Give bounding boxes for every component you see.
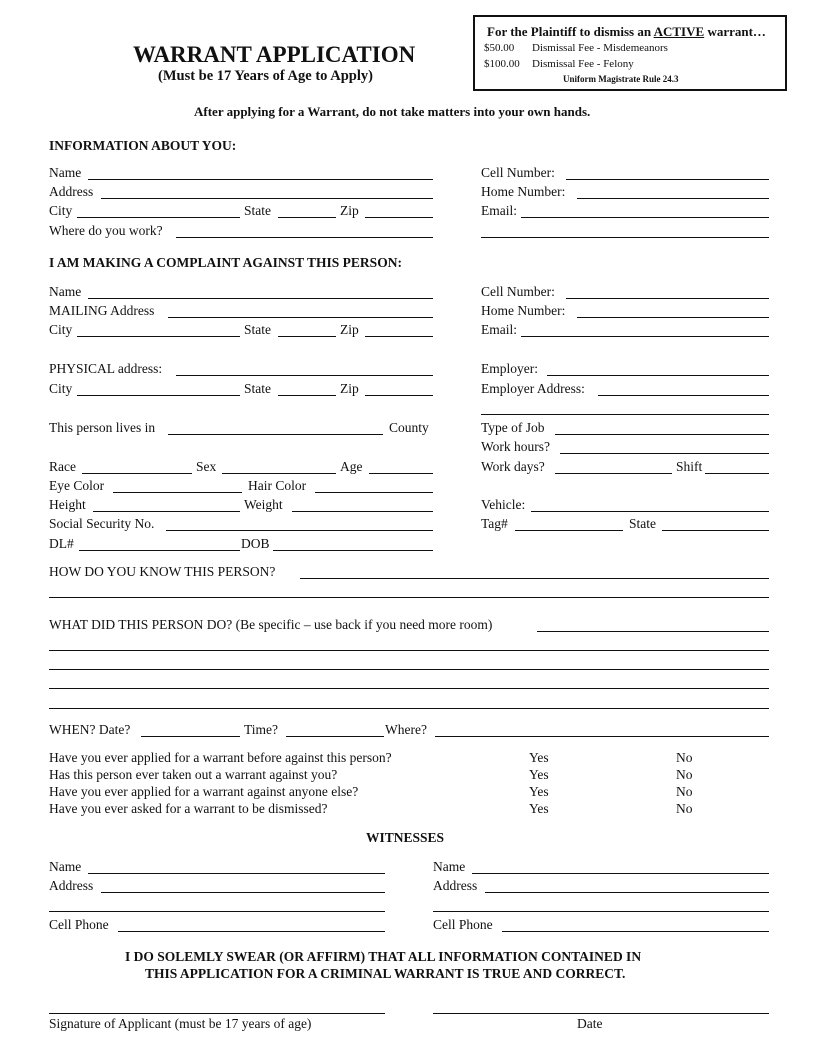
eye-color-field[interactable] xyxy=(113,492,242,493)
question-4: Have you ever asked for a warrant to be dismissed? xyxy=(49,801,328,816)
shift-field[interactable] xyxy=(705,473,769,474)
tag-state-label: State xyxy=(629,516,656,531)
section-heading-complaint: I AM MAKING A COMPLAINT AGAINST THIS PERSON: xyxy=(49,255,402,270)
accused-home-label: Home Number: xyxy=(481,303,566,318)
when-date-field[interactable] xyxy=(141,736,240,737)
witness1-name-field[interactable] xyxy=(88,873,385,874)
fee-rule: Uniform Magistrate Rule 24.3 xyxy=(563,74,679,84)
witness2-name-field[interactable] xyxy=(472,873,769,874)
witness1-cell-label: Cell Phone xyxy=(49,917,109,932)
accused-city-label: City xyxy=(49,322,73,337)
applicant-address-field[interactable] xyxy=(101,198,433,199)
applicant-extra-field[interactable] xyxy=(481,237,769,238)
ssn-label: Social Security No. xyxy=(49,516,155,531)
height-field[interactable] xyxy=(93,511,240,512)
witnesses-heading: WITNESSES xyxy=(366,830,445,845)
height-label: Height xyxy=(49,497,86,512)
page-title: WARRANT APPLICATION xyxy=(133,42,416,67)
accused-cell-label: Cell Number: xyxy=(481,284,555,299)
employer-address-field-2[interactable] xyxy=(481,414,769,415)
fee-box-title: For the Plaintiff to dismiss an ACTIVE warrant… xyxy=(487,24,766,39)
fee-amount-misdemeanor: $50.00 xyxy=(484,42,515,54)
employer-label: Employer: xyxy=(481,361,538,376)
sex-field[interactable] xyxy=(222,473,336,474)
age-field[interactable] xyxy=(369,473,433,474)
question-1: Have you ever applied for a warrant before against this person? xyxy=(49,750,392,765)
dob-label: DOB xyxy=(241,536,270,551)
applicant-work-label: Where do you work? xyxy=(49,223,163,238)
accused-mailing-label: MAILING Address xyxy=(49,303,155,318)
vehicle-label: Vehicle: xyxy=(481,497,526,512)
weight-label: Weight xyxy=(244,497,283,512)
witness1-name-label: Name xyxy=(49,859,82,874)
type-of-job-field[interactable] xyxy=(555,434,769,435)
employer-address-field[interactable] xyxy=(598,395,769,396)
accused-mailing-field[interactable] xyxy=(168,317,433,318)
question-3-yes[interactable]: Yes xyxy=(529,784,549,799)
applicant-cell-label: Cell Number: xyxy=(481,165,555,180)
signature-label: Signature of Applicant (must be 17 years of age) xyxy=(49,1016,312,1031)
question-4-no[interactable]: No xyxy=(676,801,693,816)
section-heading-about-you: INFORMATION ABOUT YOU: xyxy=(49,138,237,153)
witness1-address-field-2[interactable] xyxy=(49,911,385,912)
how-know-field[interactable] xyxy=(300,578,769,579)
applicant-state-field[interactable] xyxy=(278,217,336,218)
applicant-state-label: State xyxy=(244,203,271,218)
applicant-city-field[interactable] xyxy=(77,217,240,218)
hair-color-label: Hair Color xyxy=(248,478,307,493)
what-did-field-2[interactable] xyxy=(49,650,769,651)
vehicle-field[interactable] xyxy=(531,511,769,512)
physical-address-label: PHYSICAL address: xyxy=(49,361,163,376)
dob-field[interactable] xyxy=(273,550,433,551)
employer-field[interactable] xyxy=(547,375,769,376)
question-1-yes[interactable]: Yes xyxy=(529,750,549,765)
tag-label: Tag# xyxy=(481,516,508,531)
witness2-name-label: Name xyxy=(433,859,466,874)
physical-city-field[interactable] xyxy=(77,395,240,396)
oath-line-2: THIS APPLICATION FOR A CRIMINAL WARRANT IS TRUE AND CORRECT. xyxy=(145,966,626,981)
fee-desc-felony: Dismissal Fee - Felony xyxy=(532,58,634,70)
question-2-yes[interactable]: Yes xyxy=(529,767,549,782)
accused-home-field[interactable] xyxy=(577,317,769,318)
accused-state-label: State xyxy=(244,322,271,337)
date-label: Date xyxy=(577,1016,603,1031)
question-2-no[interactable]: No xyxy=(676,767,693,782)
witness2-address-field[interactable] xyxy=(485,892,769,893)
dl-field[interactable] xyxy=(79,550,240,551)
witness1-cell-field[interactable] xyxy=(118,931,385,932)
what-did-field-3[interactable] xyxy=(49,669,769,670)
signature-field[interactable] xyxy=(49,1013,385,1014)
applicant-email-label: Email: xyxy=(481,203,517,218)
tag-field[interactable] xyxy=(515,530,623,531)
applicant-home-label: Home Number: xyxy=(481,184,566,199)
notice-text: After applying for a Warrant, do not take matters into your own hands. xyxy=(194,104,591,119)
applicant-name-field[interactable] xyxy=(88,179,433,180)
accused-zip-label: Zip xyxy=(340,322,359,337)
accused-city-field[interactable] xyxy=(77,336,240,337)
accused-email-field[interactable] xyxy=(521,336,769,337)
tag-state-field[interactable] xyxy=(662,530,769,531)
physical-zip-field[interactable] xyxy=(365,395,433,396)
eye-color-label: Eye Color xyxy=(49,478,105,493)
lives-in-label: This person lives in xyxy=(49,420,156,435)
where-label: Where? xyxy=(385,722,427,737)
hair-color-field[interactable] xyxy=(315,492,433,493)
shift-label: Shift xyxy=(676,459,703,474)
what-did-label: WHAT DID THIS PERSON DO? (Be specific – use back if you need more room) xyxy=(49,617,493,632)
county-label: County xyxy=(389,420,429,435)
race-label: Race xyxy=(49,459,76,474)
witness2-address-label: Address xyxy=(433,878,478,893)
physical-state-label: State xyxy=(244,381,271,396)
question-4-yes[interactable]: Yes xyxy=(529,801,549,816)
page-subtitle: (Must be 17 Years of Age to Apply) xyxy=(158,68,373,84)
work-days-label: Work days? xyxy=(481,459,545,474)
applicant-zip-field[interactable] xyxy=(365,217,433,218)
date-field[interactable] xyxy=(433,1013,769,1014)
what-did-field-5[interactable] xyxy=(49,708,769,709)
witness1-address-field[interactable] xyxy=(101,892,385,893)
county-field[interactable] xyxy=(168,434,383,435)
accused-state-field[interactable] xyxy=(278,336,336,337)
type-of-job-label: Type of Job xyxy=(481,420,545,435)
where-field[interactable] xyxy=(435,736,769,737)
oath-line-1: I DO SOLEMLY SWEAR (OR AFFIRM) THAT ALL INFORMATION CONTAINED IN xyxy=(125,949,642,964)
applicant-home-field[interactable] xyxy=(577,198,769,199)
question-3-no[interactable]: No xyxy=(676,784,693,799)
accused-name-label: Name xyxy=(49,284,82,299)
what-did-field[interactable] xyxy=(537,631,769,632)
dl-label: DL# xyxy=(49,536,74,551)
employer-address-label: Employer Address: xyxy=(481,381,585,396)
when-date-label: WHEN? Date? xyxy=(49,722,131,737)
age-label: Age xyxy=(340,459,363,474)
applicant-city-label: City xyxy=(49,203,73,218)
question-2: Has this person ever taken out a warrant against you? xyxy=(49,767,338,782)
physical-address-field[interactable] xyxy=(176,375,433,376)
accused-cell-field[interactable] xyxy=(566,298,769,299)
accused-name-field[interactable] xyxy=(88,298,433,299)
accused-zip-field[interactable] xyxy=(365,336,433,337)
witness2-cell-label: Cell Phone xyxy=(433,917,493,932)
question-1-no[interactable]: No xyxy=(676,750,693,765)
witness2-cell-field[interactable] xyxy=(502,931,769,932)
work-days-field[interactable] xyxy=(555,473,672,474)
fee-desc-misdemeanor: Dismissal Fee - Misdemeanors xyxy=(532,42,668,54)
question-3: Have you ever applied for a warrant against anyone else? xyxy=(49,784,359,799)
accused-email-label: Email: xyxy=(481,322,517,337)
how-know-field-2[interactable] xyxy=(49,597,769,598)
applicant-name-label: Name xyxy=(49,165,82,180)
work-hours-field[interactable] xyxy=(560,453,769,454)
physical-city-label: City xyxy=(49,381,73,396)
what-did-field-4[interactable] xyxy=(49,688,769,689)
ssn-field[interactable] xyxy=(166,530,433,531)
witness2-address-field-2[interactable] xyxy=(433,911,769,912)
applicant-zip-label: Zip xyxy=(340,203,359,218)
applicant-cell-field[interactable] xyxy=(566,179,769,180)
dismissal-fee-box xyxy=(473,15,787,91)
weight-field[interactable] xyxy=(292,511,433,512)
physical-state-field[interactable] xyxy=(278,395,336,396)
applicant-work-field[interactable] xyxy=(176,237,433,238)
applicant-address-label: Address xyxy=(49,184,94,199)
fee-amount-felony: $100.00 xyxy=(484,58,520,70)
race-field[interactable] xyxy=(82,473,192,474)
witness1-address-label: Address xyxy=(49,878,94,893)
applicant-email-field[interactable] xyxy=(521,217,769,218)
how-know-label: HOW DO YOU KNOW THIS PERSON? xyxy=(49,564,276,579)
sex-label: Sex xyxy=(196,459,217,474)
physical-zip-label: Zip xyxy=(340,381,359,396)
time-label: Time? xyxy=(244,722,279,737)
time-field[interactable] xyxy=(286,736,384,737)
work-hours-label: Work hours? xyxy=(481,439,551,454)
